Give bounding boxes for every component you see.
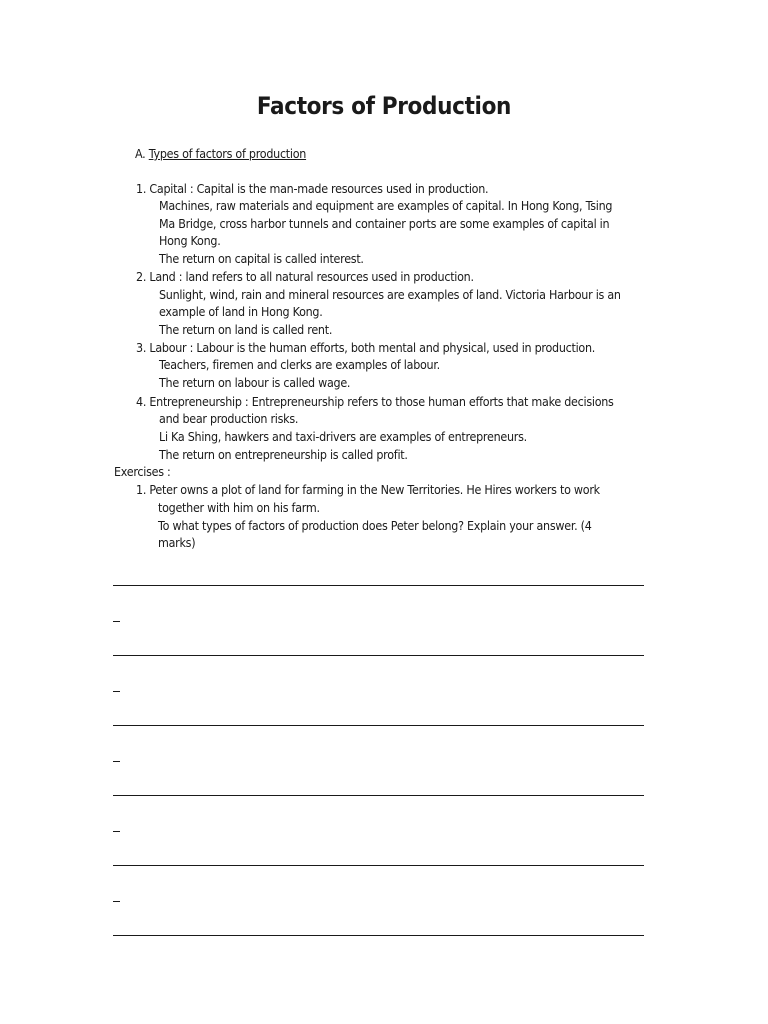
land-definition: 2. Land : land refers to all natural resources used in production. (136, 269, 474, 284)
answer-line-continuation (113, 831, 120, 832)
page-title: Factors of Production (256, 92, 512, 120)
answer-line[interactable] (113, 585, 644, 586)
exercise-question-line: marks) (158, 535, 196, 550)
answer-line[interactable] (113, 795, 644, 796)
labour-return-line: The return on labour is called wage. (159, 375, 351, 390)
capital-definition: 1. Capital : Capital is the man-made resources used in production. (136, 181, 489, 196)
entrepreneurship-text-line: Li Ka Shing, hawkers and taxi-drivers are examples of entrepreneurs. (159, 429, 527, 444)
labour-text-line: Teachers, firemen and clerks are examples of labour. (159, 357, 440, 372)
exercise-question-line: 1. Peter owns a plot of land for farming in the New Territories. He Hires workers to work (136, 482, 600, 497)
entrepreneurship-text-line: and bear production risks. (159, 411, 299, 426)
capital-text-line: Hong Kong. (159, 233, 221, 248)
section-heading (135, 146, 306, 162)
capital-text-line: Ma Bridge, cross harbor tunnels and container ports are some examples of capital in (159, 216, 610, 231)
answer-line[interactable] (113, 655, 644, 656)
entrepreneurship-definition: 4. Entrepreneurship : Entrepreneurship refers to those human efforts that make decisions (136, 394, 614, 409)
land-text-line: Sunlight, wind, rain and mineral resources are examples of land. Victoria Harbour is an (159, 287, 621, 302)
land-return-line: The return on land is called rent. (159, 322, 333, 337)
entrepreneurship-return-line: The return on entrepreneurship is called profit. (159, 447, 408, 462)
answer-line[interactable] (113, 725, 644, 726)
answer-line-continuation (113, 901, 120, 902)
exercises-heading: Exercises : (114, 464, 171, 479)
answer-line[interactable] (113, 865, 644, 866)
answer-line[interactable] (113, 935, 644, 936)
answer-line-continuation (113, 761, 120, 762)
exercise-question-line: together with him on his farm. (158, 500, 320, 515)
answer-line-continuation (113, 691, 120, 692)
capital-text-line: Machines, raw materials and equipment are examples of capital. In Hong Kong, Tsing (159, 198, 613, 213)
answer-line-continuation (113, 621, 120, 622)
capital-return-line: The return on capital is called interest. (159, 251, 364, 266)
labour-definition: 3. Labour : Labour is the human efforts, both mental and physical, used in production. (136, 340, 596, 355)
section-letter: A. (135, 146, 146, 161)
exercise-question-line: To what types of factors of production does Peter belong? Explain your answer. (4 (158, 518, 592, 533)
section-heading-text: Types of factors of production (148, 146, 307, 161)
land-text-line: example of land in Hong Kong. (159, 304, 323, 319)
